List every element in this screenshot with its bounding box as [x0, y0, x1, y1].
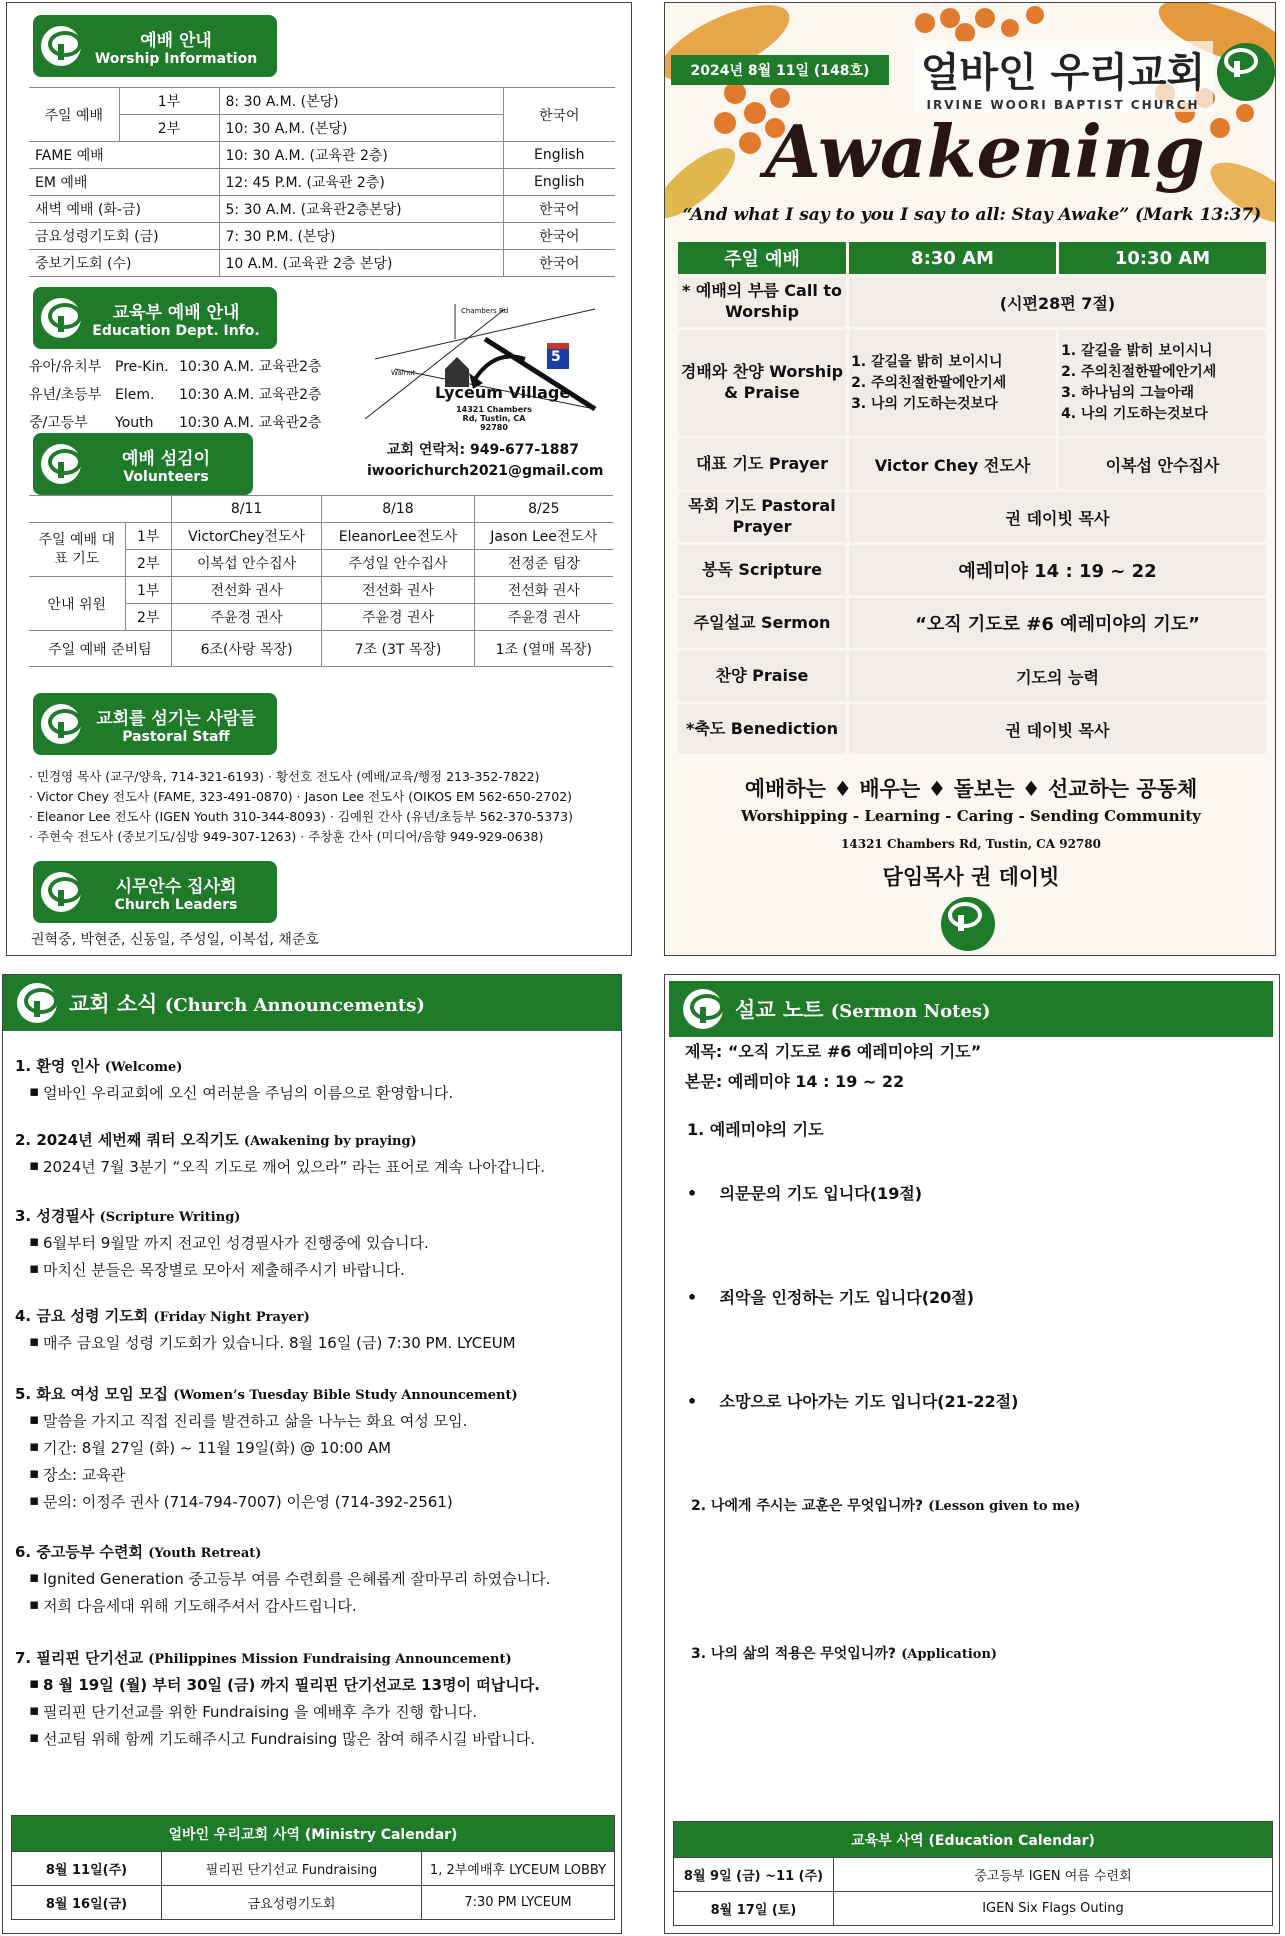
church-name-en: IRVINE WOORI BAPTIST CHURCH: [926, 98, 1200, 112]
announcement-item: [15, 1205, 622, 1286]
service-part: 2부: [125, 604, 171, 631]
leaders-header-ko: 시무안수 집사회: [115, 876, 237, 897]
church-name-ko: 얼바인 우리교회: [920, 50, 1206, 96]
list-item: 2. 주의친절한팔에안기세: [871, 373, 1056, 394]
sermon-bullet-text: 의문문의 기도 입니다(19절): [719, 1184, 923, 1203]
list-item: [29, 353, 349, 381]
staff-line: · 주현숙 전도사 (중보기도/심방 949-307-1263) · 주창훈 간사 (미디어/음향 949-929-0638): [29, 829, 544, 844]
service-time: 12: 45 P.M. (교육관 2층): [219, 169, 503, 196]
volunteer-name: 전선화 권사: [171, 577, 321, 604]
sermon-notes-title-ko: 설교 노트: [735, 998, 824, 1022]
issue-date-banner: 2024년 8월 11일 (148호): [671, 55, 889, 85]
volunteer-name: 주윤경 권사: [474, 604, 613, 631]
order-col-header: 8:30 AM: [849, 242, 1056, 274]
order-item-label: 경배와 찬양 Worship & Praise: [678, 330, 846, 436]
announcement-line: ▪ 말씀을 가지고 직접 진리를 발견하고 삶을 나누는 화요 여성 모임.: [15, 1410, 622, 1431]
leaders-names: 권혁중, 박현준, 신동일, 주성일, 이복섭, 채준호: [31, 932, 319, 948]
education-info-header: [33, 287, 277, 349]
volunteer-role: 주일 예배 준비팀: [29, 631, 171, 667]
edu-time: 10:30 A.M. 교육관2층: [179, 359, 322, 375]
table-row: [12, 1886, 615, 1920]
church-logo-icon: [941, 897, 995, 951]
announcement-line: ▪ 8 월 19일 (월) 부터 30일 (금) 까지 필리핀 단기선교로 13명이 떠납니다.: [15, 1674, 622, 1695]
announcement-title: 3. 성경필사: [15, 1207, 95, 1225]
staff-line: · 민경영 목사 (교구/양육, 714-321-6193) · 황선호 전도사 (예배/교육/행정 213-352-7822): [29, 769, 540, 784]
service-part: 2부: [119, 115, 219, 142]
church-logo-icon: [17, 983, 57, 1023]
edu-dept-en: Youth: [115, 415, 154, 431]
volunteer-name: EleanorLee전도사: [322, 523, 474, 550]
freeway-label: 5: [551, 349, 561, 365]
education-list: [29, 353, 349, 437]
location-map: [365, 299, 605, 432]
table-row: [29, 523, 613, 550]
announcement-title-en: (Friday Night Prayer): [153, 1310, 310, 1325]
announcement-item: [15, 1055, 622, 1109]
praise-830-list: [849, 330, 1056, 436]
leaders-header-en: Church Leaders: [114, 896, 238, 913]
order-item-label: 주일설교 Sermon: [678, 598, 846, 648]
senior-pastor: 담임목사 권 데이빗: [882, 865, 1060, 889]
table-row: [12, 1852, 615, 1886]
list-item: 1. 갈길을 밝히 보이시니: [1081, 341, 1266, 362]
service-name: 새벽 예배 (화-금): [29, 196, 219, 223]
announcement-line: ▪ 필리핀 단기선교를 위한 Fundraising 을 예배후 추가 진행 합니다.: [15, 1701, 622, 1722]
staff-header: [33, 693, 277, 755]
service-name: EM 예배: [29, 169, 219, 196]
date-header: 8/25: [474, 496, 613, 523]
order-item-label: 대표 기도 Prayer: [678, 439, 846, 489]
table-row: [29, 223, 615, 250]
volunteer-name: 전선화 권사: [474, 577, 613, 604]
announcement-title-en: (Awakening by praying): [243, 1134, 417, 1149]
leaders-header: [33, 861, 277, 923]
list-item: 4. 나의 기도하는것보다: [1081, 404, 1266, 425]
announcement-line: ▪ Ignited Generation 중고등부 여름 수련회를 은혜롭게 잘마무리 하였습니다.: [15, 1568, 622, 1589]
table-row: [678, 545, 1266, 595]
announcement-title-en: (Philippines Mission Fundraising Announcement): [148, 1652, 512, 1667]
volunteers-header-en: Volunteers: [123, 468, 209, 485]
table-row: [12, 1816, 615, 1852]
sermon-question: [691, 1643, 997, 1663]
calendar-date: 8월 9일 (금) ~11 (주): [674, 1858, 834, 1892]
motto-ko: 예배하는 ♦ 배우는 ♦ 돌보는 ♦ 선교하는 공동체: [744, 777, 1198, 801]
sermon-text: 본문: 예레미야 14 : 19 ~ 22: [685, 1072, 905, 1091]
staff-header-ko: 교회를 섬기는 사람들: [96, 708, 256, 729]
announcement-title: 6. 중고등부 수련회: [15, 1543, 144, 1561]
volunteer-name: 이복섭 안수집사: [171, 550, 321, 577]
education-header-en: Education Dept. Info.: [92, 322, 260, 339]
church-logo-icon: [41, 444, 81, 484]
service-time: 8: 30 A.M. (본당): [219, 88, 503, 115]
announcement-item: [15, 1647, 622, 1755]
church-logo-icon: [41, 872, 81, 912]
prep-team: 7조 (3T 목장): [322, 631, 474, 667]
list-item: 3. 하나님의 그늘아래: [1081, 383, 1266, 404]
order-item-value: 기도의 능력: [849, 651, 1266, 701]
announcement-title-en: (Welcome): [104, 1060, 183, 1075]
service-lang: English: [503, 169, 615, 196]
table-row: [29, 577, 613, 604]
sermon-notes-header: [669, 981, 1273, 1037]
table-row: [674, 1822, 1273, 1858]
table-row: [678, 704, 1266, 754]
announcements-title-ko: 교회 소식: [69, 992, 158, 1016]
announcement-line: ▪ 2024년 7월 3분기 “오직 기도로 깨어 있으라” 라는 표어로 계속 나아갑니다.: [15, 1156, 622, 1177]
announcement-line: ▪ 문의: 이정주 권사 (714-794-7007) 이은영 (714-392-2561): [15, 1491, 622, 1512]
order-item-value: 이복섭 안수집사: [1059, 439, 1266, 489]
praise-1030-list: [1059, 330, 1266, 436]
order-item-label: * 예배의 부름 Call to Worship: [678, 277, 846, 327]
announcement-line: ▪ 저희 다음세대 위해 기도해주셔서 감사드립니다.: [15, 1595, 622, 1616]
order-item-value: 권 데이빗 목사: [849, 704, 1266, 754]
service-lang: 한국어: [503, 250, 615, 277]
service-lang: 한국어: [503, 88, 615, 142]
sermon-notes-panel: [664, 974, 1280, 1934]
cover-title: Awakening: [765, 109, 1205, 194]
table-row: [678, 651, 1266, 701]
edu-dept-en: Pre-Kin.: [115, 359, 169, 375]
announcement-item: [15, 1541, 622, 1622]
announcement-title-en: (Youth Retreat): [148, 1546, 262, 1561]
list-item: 1. 갈길을 밝히 보이시니: [871, 352, 1056, 373]
order-item-label: 목회 기도 Pastoral Prayer: [678, 492, 846, 542]
prep-team: 1조 (열매 목장): [474, 631, 613, 667]
table-row: [29, 496, 613, 523]
church-logo-icon: [41, 298, 81, 338]
sermon-question: [691, 1495, 1080, 1515]
ministry-calendar-header: 얼바인 우리교회 사역 (Ministry Calendar): [12, 1816, 615, 1852]
table-row: [29, 196, 615, 223]
worship-info-header: [33, 15, 277, 77]
announcement-line: ▪ 마치신 분들은 목장별로 모아서 제출해주시기 바랍니다.: [15, 1259, 622, 1280]
volunteers-table: [29, 495, 613, 667]
service-time: 10: 30 A.M. (교육관 2층): [219, 142, 503, 169]
sermon-notes-title-en: (Sermon Notes): [830, 1001, 991, 1022]
service-lang: English: [503, 142, 615, 169]
table-row: [29, 88, 615, 115]
announcement-item: [15, 1129, 622, 1183]
calendar-date: 8월 16일(금): [12, 1886, 162, 1920]
service-lang: 한국어: [503, 223, 615, 250]
list-item: 2. 주의친절한팔에안기세: [1081, 362, 1266, 383]
announcement-title: 1. 환영 인사: [15, 1057, 100, 1075]
table-row: [29, 631, 613, 667]
service-name: FAME 예배: [29, 142, 219, 169]
staff-list: [29, 767, 629, 847]
table-row: [678, 598, 1266, 648]
edu-dept-en: Elem.: [115, 387, 155, 403]
sermon-point: 1. 예레미야의 기도: [687, 1120, 824, 1139]
calendar-event: IGEN Six Flags Outing: [834, 1892, 1273, 1926]
table-row: [674, 1858, 1273, 1892]
edu-time: 10:30 A.M. 교육관2층: [179, 387, 322, 403]
question-en: (Lesson given to me): [928, 1499, 1081, 1514]
church-logo-icon: [41, 26, 81, 66]
education-header-ko: 교육부 예배 안내: [112, 302, 240, 323]
map-place-name: Lyceum Village: [435, 383, 571, 402]
order-item-label: 봉독 Scripture: [678, 545, 846, 595]
staff-line: · Victor Chey 전도사 (FAME, 323-491-0870) · Jason Lee 전도사 (OIKOS EM 562-650-2702): [29, 789, 573, 804]
order-item-value: (시편28편 7절): [849, 277, 1266, 327]
cover-verse: “And what I say to you I say to all: Stay Awake” (Mark 13:37): [682, 205, 1262, 225]
edu-dept: 유년/초등부: [29, 387, 102, 403]
sermon-title: 제목: “오직 기도로 #6 예레미야의 기도”: [685, 1042, 982, 1061]
announcements-panel: [2, 974, 622, 1934]
calendar-event: 금요성령기도회: [162, 1886, 422, 1920]
date-header: 8/18: [322, 496, 474, 523]
list-item: 3. 나의 기도하는것보다: [871, 394, 1056, 415]
announcement-title: 7. 필리핀 단기선교: [15, 1649, 144, 1667]
service-part: 1부: [125, 577, 171, 604]
edu-dept: 중/고등부: [29, 415, 88, 431]
order-col-header: 10:30 AM: [1059, 242, 1266, 274]
worship-info-panel: [6, 2, 632, 956]
volunteer-name: 주성일 안수집사: [322, 550, 474, 577]
staff-header-en: Pastoral Staff: [122, 728, 230, 745]
announcement-line: ▪ 6월부터 9월말 까지 전교인 성경필사가 진행중에 있습니다.: [15, 1232, 622, 1253]
volunteer-name: 전정준 팀장: [474, 550, 613, 577]
calendar-date: 8월 11일(주): [12, 1852, 162, 1886]
church-logo-icon: [41, 704, 81, 744]
service-time: 10 A.M. (교육관 2층 본당): [219, 250, 503, 277]
volunteer-role: 주일 예배 대표 기도: [29, 523, 125, 577]
announcements-header: [3, 975, 622, 1031]
service-name: 금요성령기도회 (금): [29, 223, 219, 250]
service-time: 7: 30 P.M. (본당): [219, 223, 503, 250]
announcements-title-en: (Church Announcements): [164, 995, 425, 1016]
announcement-title: 5. 화요 여성 모임 모집: [15, 1385, 168, 1403]
staff-line: · Eleanor Lee 전도사 (IGEN Youth 310-344-8093) · 김예원 간사 (유년/초등부 562-370-5373): [29, 809, 573, 824]
calendar-detail: 7:30 PM LYCEUM: [422, 1886, 615, 1920]
order-of-worship-panel: [664, 2, 1276, 956]
street-label: Walnut: [391, 369, 416, 377]
announcement-line: ▪ 장소: 교육관: [15, 1464, 622, 1485]
table-row: [29, 169, 615, 196]
church-logo-icon: [683, 989, 723, 1029]
volunteer-name: 전선화 권사: [322, 577, 474, 604]
prep-team: 6조(사랑 목장): [171, 631, 321, 667]
table-row: [678, 492, 1266, 542]
announcement-title: 4. 금요 성령 기도회: [15, 1307, 149, 1325]
order-item-value: Victor Chey 전도사: [849, 439, 1056, 489]
service-time: 10: 30 A.M. (본당): [219, 115, 503, 142]
volunteer-name: Jason Lee전도사: [474, 523, 613, 550]
calendar-event: 중고등부 IGEN 여름 수련회: [834, 1858, 1273, 1892]
motto-en: Worshipping - Learning - Caring - Sending Community: [741, 807, 1201, 825]
church-logo-icon: [1217, 43, 1275, 101]
date-header: 8/11: [171, 496, 321, 523]
church-name-block: [913, 41, 1213, 112]
announcement-line: ▪ 선교팀 위해 함께 기도해주시고 Fundraising 많은 참여 해주시길 바랍니다.: [15, 1728, 622, 1749]
announcement-item: [15, 1305, 622, 1359]
volunteer-name: 주윤경 권사: [322, 604, 474, 631]
table-row: [678, 277, 1266, 327]
education-calendar-header: 교육부 사역 (Education Calendar): [674, 1822, 1273, 1858]
worship-schedule-table: [29, 87, 615, 277]
sermon-bullet-text: 소망으로 나아가는 기도 입니다(21-22절): [719, 1392, 1019, 1411]
announcement-line: ▪ 매주 금요일 성령 기도회가 있습니다. 8월 16일 (금) 7:30 PM. LYCEUM: [15, 1332, 622, 1353]
map-address: 14321 Chambers Rd, Tustin, CA 92780: [456, 405, 532, 432]
volunteer-name: VictorChey전도사: [171, 523, 321, 550]
service-lang: 한국어: [503, 196, 615, 223]
worship-header-ko: 예배 안내: [140, 30, 212, 51]
order-item-label: 찬양 Praise: [678, 651, 846, 701]
list-item: [29, 381, 349, 409]
volunteer-role: 안내 위원: [29, 577, 125, 631]
street-label: Chambers Rd: [461, 307, 509, 315]
order-col-header: 주일 예배: [678, 242, 846, 274]
question-ko: 3. 나의 삶의 적용은 무엇입니까?: [691, 1646, 896, 1662]
announcement-title-en: (Scripture Writing): [99, 1210, 241, 1225]
calendar-detail: 1, 2부예배후 LYCEUM LOBBY: [422, 1852, 615, 1886]
service-part: 1부: [125, 523, 171, 550]
table-row: [29, 142, 615, 169]
announcement-title-en: (Women’s Tuesday Bible Study Announcement): [173, 1388, 518, 1403]
ministry-calendar-table: [11, 1815, 615, 1920]
volunteer-name: 주윤경 권사: [171, 604, 321, 631]
question-en: (Application): [901, 1647, 998, 1662]
volunteers-header-ko: 예배 섬김이: [121, 448, 211, 469]
table-row: [29, 250, 615, 277]
table-row: [678, 330, 1266, 436]
service-name: 중보기도회 (수): [29, 250, 219, 277]
church-address: 14321 Chambers Rd, Tustin, CA 92780: [841, 837, 1101, 851]
calendar-event: 필리핀 단기선교 Fundraising: [162, 1852, 422, 1886]
edu-dept: 유아/유치부: [29, 359, 102, 375]
order-item-value: 권 데이빗 목사: [849, 492, 1266, 542]
sermon-bullet: • 소망으로 나아가는 기도 입니다(21-22절): [687, 1392, 1019, 1411]
announcement-title: 2. 2024년 세번째 쿼터 오직기도: [15, 1131, 239, 1149]
sermon-bullet: • 의문문의 기도 입니다(19절): [687, 1184, 923, 1203]
order-table: [675, 239, 1269, 757]
sermon-bullet-text: 죄악을 인정하는 기도 입니다(20절): [719, 1288, 975, 1307]
announcement-item: [15, 1383, 622, 1518]
order-item-value: “오직 기도로 #6 예레미야의 기도”: [849, 598, 1266, 648]
church-email[interactable]: iwoorichurch2021@gmail.com: [367, 463, 604, 479]
sermon-bullet: • 죄악을 인정하는 기도 입니다(20절): [687, 1288, 975, 1307]
church-contact: 교회 연락처: 949-677-1887: [387, 442, 579, 458]
service-part: 2부: [125, 550, 171, 577]
table-row: [678, 439, 1266, 489]
service-name: 주일 예배: [29, 88, 119, 142]
table-row: [674, 1892, 1273, 1926]
order-item-value: 예레미야 14 : 19 ~ 22: [849, 545, 1266, 595]
calendar-date: 8월 17일 (토): [674, 1892, 834, 1926]
education-calendar-table: [673, 1821, 1273, 1926]
question-ko: 2. 나에게 주시는 교훈은 무엇입니까?: [691, 1498, 924, 1514]
announcement-line: ▪ 기간: 8월 27일 (화) ~ 11월 19일(화) @ 10:00 AM: [15, 1437, 622, 1458]
edu-time: 10:30 A.M. 교육관2층: [179, 415, 322, 431]
table-row: [678, 242, 1266, 274]
service-time: 5: 30 A.M. (교육관2층본당): [219, 196, 503, 223]
service-part: 1부: [119, 88, 219, 115]
worship-header-en: Worship Information: [94, 50, 258, 67]
volunteers-header: [33, 433, 253, 495]
announcement-line: ▪ 얼바인 우리교회에 오신 여러분을 주님의 이름으로 환영합니다.: [15, 1082, 622, 1103]
order-item-label: *축도 Benediction: [678, 704, 846, 754]
